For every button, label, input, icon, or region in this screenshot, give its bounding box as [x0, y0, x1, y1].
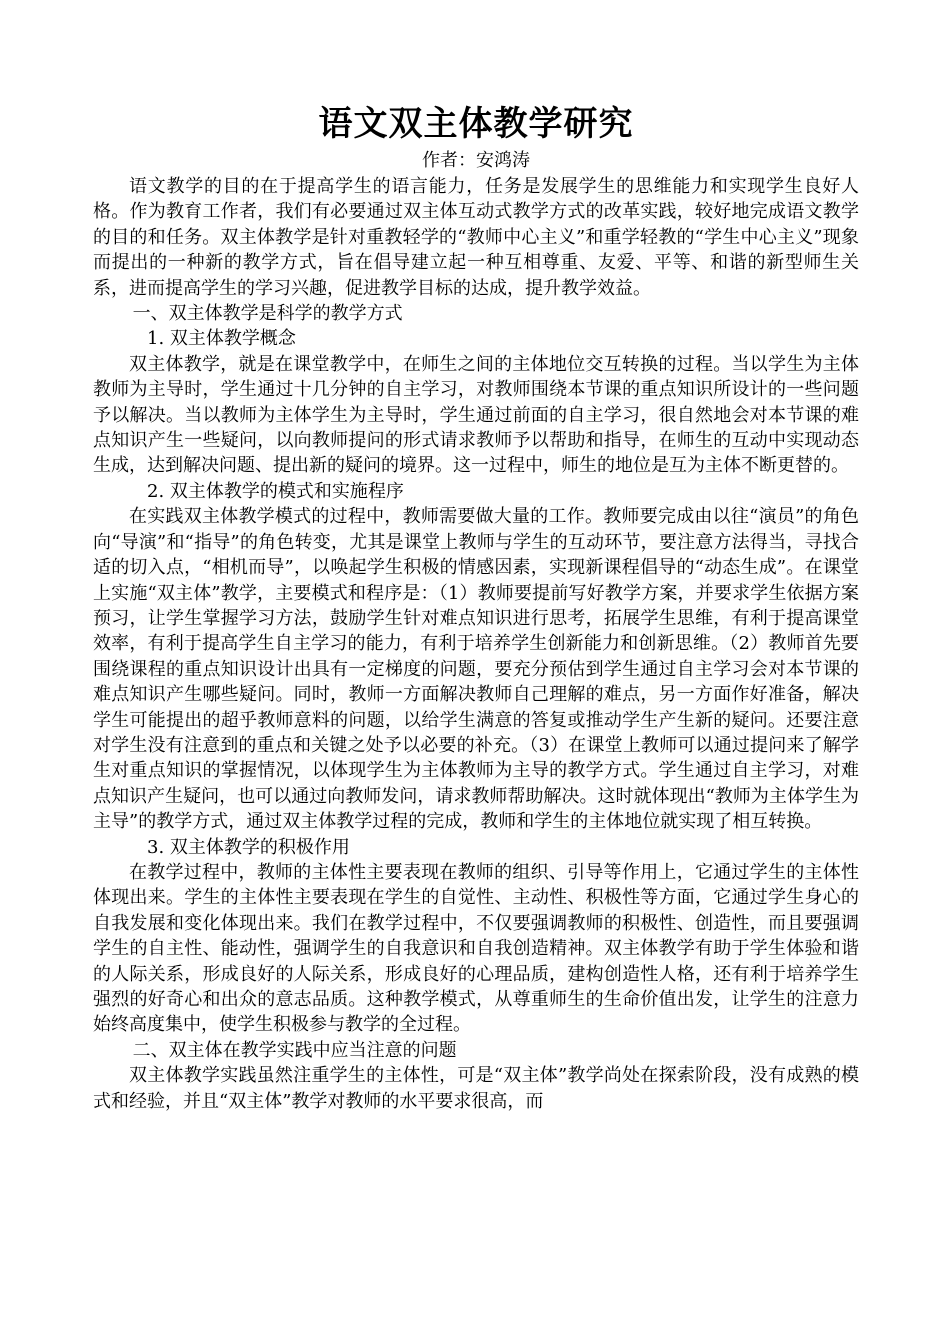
mode-paragraph: 在实践双主体教学模式的过程中，教师需要做大量的工作。教师要完成由以往“演员”的角色向“导演”和“指导”的角色转变，尤其是课堂上教师与学生的互动环节，要注意方法得当，寻找合适的切入点，“相机而导”，以唤起学生积极的情感因素，实现新课程倡导的“动态生成”。在课堂上实施“双主体”教学，主要模式和程序是：（1）教师要提前写好教学方案，并要求学生依据方案预习，让学生掌握学习方法，鼓励学生针对难点知识进行思考，拓展学生思维，有利于提高课堂效率，有利于提高学生自主学习的能力，有利于培养学生创新能力和创新思维。（2）教师首先要围绕课程的重点知识设计出具有一定梯度的问题，要充分预估到学生通过自主学习会对本节课的难点知识产生哪些疑问。同时，教师一方面解决教师自己理解的难点，另一方面作好准备，解决学生可能提出的超乎教师意料的问题，以给学生满意的答复或推动学生产生新的疑问。还要注意对学生没有注意到的重点和关键之处予以必要的补充。（3）在课堂上教师可以通过提问来了解学生对重点知识的掌握情况，以体现学生为主体教师为主导的教学方式。学生通过自主学习，对难点知识产生疑问，也可以通过向教师发问，请求教师帮助解决。这时就体现出“教师为主体学生为主导”的教学方式，通过双主体教学过程的完成，教师和学生的主体地位就实现了相互转换。	[93, 506, 859, 833]
subsection-heading-1: 1. 双主体教学概念	[147, 328, 296, 350]
subsection-heading-2: 2. 双主体教学的模式和实施程序	[147, 480, 404, 502]
effect-paragraph: 在教学过程中，教师的主体性主要表现在教师的组织、引导等作用上，它通过学生的主体性体现出来。学生的主体性主要表现在学生的自觉性、主动性、积极性等方面，它通过学生身心的自我发展和变化体现出来。我们在教学过程中，不仅要强调教师的积极性、创造性，而且要强调学生的自主性、能动性，强调学生的自我意识和自我创造精神。双主体教学有助于学生体验和谐的人际关系，形成良好的人际关系，形成良好的心理品质，建构创造性人格，还有利于培养学生强烈的好奇心和出众的意志品质。这种教学模式，从尊重师生的生命价值出发，让学生的注意力始终高度集中，使学生积极参与教学的全过程。	[93, 861, 859, 1036]
concept-paragraph: 双主体教学，就是在课堂教学中，在师生之间的主体地位交互转换的过程。当以学生为主体教师为主导时，学生通过十几分钟的自主学习，对教师围绕本节课的重点知识所设计的一些问题予以解决。当以教师为主体学生为主导时，学生通过前面的自主学习，很自然地会对本节课的难点知识产生一些疑问，以向教师提问的形式请求教师予以帮助和指导，在师生的互动中实现动态生成，达到解决问题、提出新的疑问的境界。这一过程中，师生的地位是互为主体不断更替的。	[93, 353, 859, 477]
section-heading-1: 一、双主体教学是科学的教学方式	[132, 303, 403, 325]
author-line: 作者：安鸿涛	[422, 150, 530, 171]
section-heading-2: 二、双主体在教学实践中应当注意的问题	[132, 1039, 457, 1061]
subsection-heading-3: 3. 双主体教学的积极作用	[147, 836, 350, 858]
document-page	[93, 100, 859, 1114]
document-title: 语文双主体教学研究	[318, 104, 634, 144]
issues-paragraph: 双主体教学实践虽然注重学生的主体性，可是“双主体”教学尚处在探索阶段，没有成熟的模式和经验，并且“双主体”教学对教师的水平要求很高，而	[93, 1065, 859, 1112]
intro-paragraph: 语文教学的目的在于提高学生的语言能力，任务是发展学生的思维能力和实现学生良好人格。作为教育工作者，我们有必要通过双主体互动式教学方式的改革实践，较好地完成语文教学的目的和任务。双主体教学是针对重教轻学的“教师中心主义”和重学轻教的“学生中心主义”现象而提出的一种新的教学方式，旨在倡导建立起一种互相尊重、友爱、平等、和谐的新型师生关系，进而提高学生的学习兴趣，促进教学目标的达成，提升教学效益。	[93, 176, 859, 299]
document-body	[93, 174, 859, 1114]
